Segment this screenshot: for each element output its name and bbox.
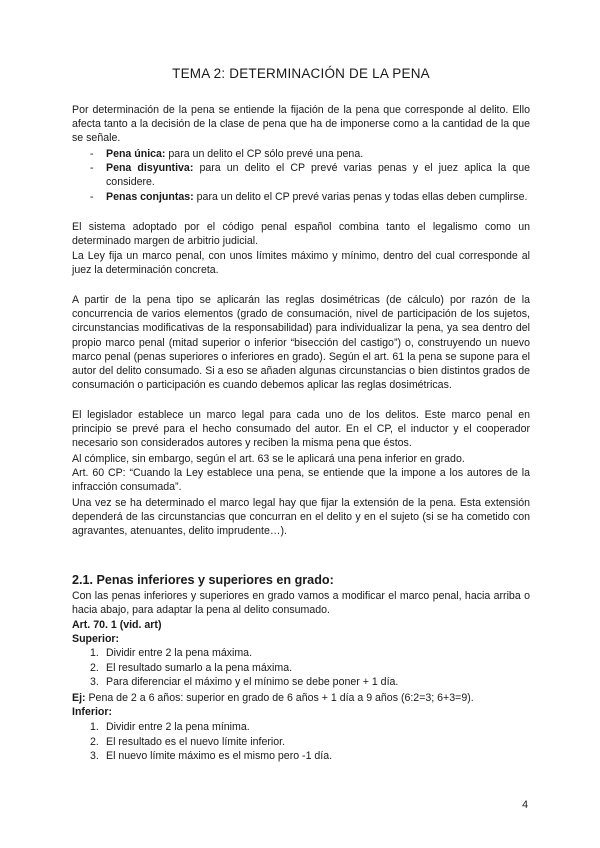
list-item-text: El resultado sumarlo a la pena máxima. xyxy=(106,661,293,674)
art60-paragraph: Art. 60 CP: “Cuando la Ley establece una pena, se entiende que la impone a los autores de la infracción consumada”. xyxy=(72,467,530,494)
dash-bullet: - xyxy=(90,148,94,160)
list-item-text: El nuevo límite máximo es el mismo pero -1 día. xyxy=(106,750,333,763)
reglas-paragraph: A partir de la pena tipo se aplicarán las reglas dosimétricas (de cálculo) por razón de la concurrencia de varios elementos (grado de consumación, nivel de participación de los sujetos, circunstancias modificativas de la responsabilidad) para individualizar la pena, ya sea dentro del propio marco penal (mitad superior o inferior “bisección del castigo”) o, construyendo un nuevo marco penal (penas superiores o inferiores en grado). Según el art. 61 la pena se supone para el autor del delito consumado. Si a eso se añaden algunas circunstancias o bien distintos grados de consumación o participación es cuando debemos aplicar las reglas dosimétricas. xyxy=(72,294,530,392)
list-item xyxy=(72,646,530,661)
dash-bullet: - xyxy=(90,162,94,175)
list-item xyxy=(72,749,530,764)
list-number: 1. xyxy=(90,721,99,733)
list-item-term: Pena única: xyxy=(106,148,166,160)
list-number: 2. xyxy=(90,735,99,748)
list-item-text: El resultado es el nuevo límite inferior. xyxy=(106,735,286,748)
list-item-term: Penas conjuntas: xyxy=(106,190,194,203)
sistema-paragraph: El sistema adoptado por el código penal español combina tanto el legalismo como un determinado margen de arbitrio judicial. xyxy=(72,221,530,248)
list-number: 2. xyxy=(90,661,99,674)
list-item xyxy=(72,661,530,676)
list-item-text: para un delito el CP sólo prevé una pena. xyxy=(165,148,364,160)
intro-paragraph: Por determinación de la pena se entiende la fijación de la pena que corresponde al delito. Ello afecta tanto a la decisión de la clase de pena que ha de imponerse como a la cantidad de la que se señale. xyxy=(72,104,530,145)
section-heading: 2.1. Penas inferiores y superiores en grado: xyxy=(72,573,334,587)
ley-paragraph: La Ley fija un marco penal, con unos límites máximo y mínimo, dentro del cual corresponde al juez la determinación concreta. xyxy=(72,250,530,277)
superior-steps-list xyxy=(72,646,530,690)
list-item xyxy=(72,675,530,690)
inferior-steps-list xyxy=(72,720,530,764)
superior-label: Superior: xyxy=(72,633,120,645)
list-number: 3. xyxy=(90,750,99,763)
page-title: TEMA 2: DETERMINACIÓN DE LA PENA xyxy=(172,66,430,81)
extension-paragraph: Una vez se ha determinado el marco legal hay que fijar la extensión de la pena. Esta extensión dependerá de las circunstancias que concurran en el delito y en el sujeto (si se ha cometido con agravantes, atenuantes, delito imprudente…). xyxy=(72,497,530,538)
list-item-text: Dividir entre 2 la pena mínima. xyxy=(106,721,250,733)
list-item-term: Pena disyuntiva: xyxy=(106,162,194,175)
list-item xyxy=(72,161,530,189)
penalty-types-list xyxy=(72,147,530,204)
list-item-text: Dividir entre 2 la pena máxima. xyxy=(106,647,253,659)
complice-paragraph: Al cómplice, sin embargo, según el art. 63 se le aplicará una pena inferior en grado. xyxy=(72,453,465,465)
example-text: Pena de 2 a 6 años: superior en grado de 6 años + 1 día a 9 años (6:2=3; 6+3=9). xyxy=(85,692,474,704)
inferior-label: Inferior: xyxy=(72,706,113,718)
list-number: 1. xyxy=(90,647,99,659)
list-item-text: para un delito el CP prevé varias penas y el juez aplica la que considere. xyxy=(106,162,530,189)
dash-bullet: - xyxy=(90,190,94,203)
list-item xyxy=(72,720,530,735)
legislador-paragraph: El legislador establece un marco legal para cada uno de los delitos. Este marco penal en principio se prevé para el hecho consumado del autor. En el CP, el inductor y el cooperador necesario son considerados autores y reciben la misma pena que éstos. xyxy=(72,409,530,450)
list-item xyxy=(72,190,530,204)
article-reference: Art. 70. 1 (vid. art) xyxy=(72,619,162,631)
list-number: 3. xyxy=(90,676,99,689)
list-item xyxy=(72,735,530,750)
example-label: Ej: xyxy=(72,692,86,704)
list-item-text: Para diferenciar el máximo y el mínimo se debe poner + 1 día. xyxy=(106,676,399,689)
section-paragraph: Con las penas inferiores y superiores en grado vamos a modificar el marco penal, hacia arriba o hacia abajo, para adaptar la pena al delito consumado. xyxy=(72,590,530,617)
example-line xyxy=(72,691,474,705)
list-item xyxy=(72,147,530,161)
list-item-text: para un delito el CP prevé varias penas y todas ellas deben cumplirse. xyxy=(193,190,528,203)
page-number: 4 xyxy=(522,799,528,811)
